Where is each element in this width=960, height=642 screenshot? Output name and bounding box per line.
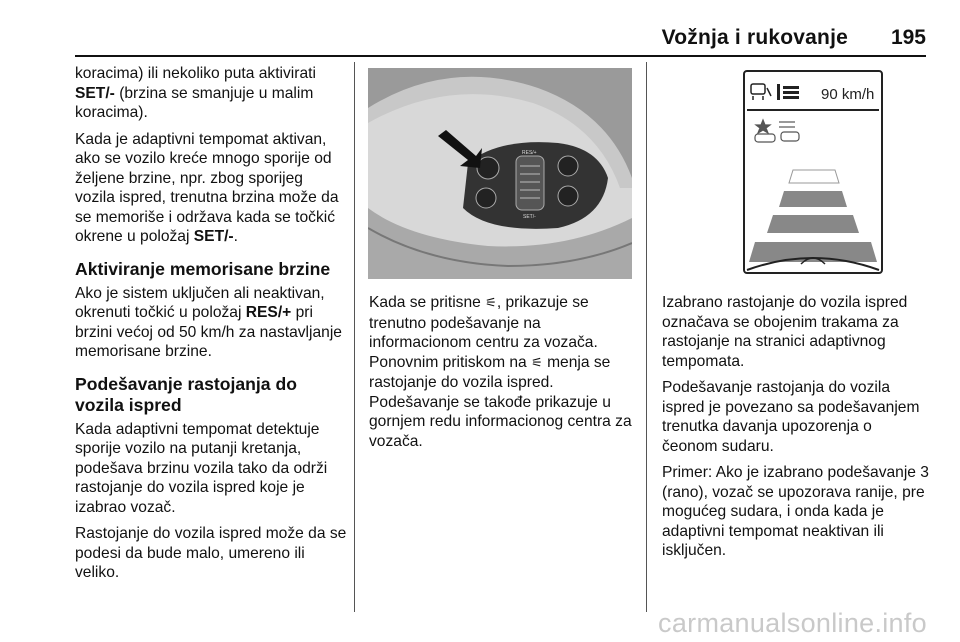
distance-button-icon: ⚟ <box>531 355 543 371</box>
header-rule <box>75 55 926 57</box>
chapter-title: Vožnja i rukovanje <box>661 26 848 49</box>
column-divider-1 <box>354 62 355 612</box>
set-label: SET/- <box>193 228 234 245</box>
watermark: carmanualsonline.info <box>658 608 927 638</box>
steering-wheel-figure <box>368 68 632 279</box>
column-3 <box>662 293 930 568</box>
set-speed-readout: 90 km/h <box>821 86 875 103</box>
paragraph: Kada se pritisne ⚟, prikazuje se trenutno podešavanje na informacionom centru za vozača. Ponovnim pritiskom na ⚟ menja se rastojanje do vozila ispred. Podešavanje se takođe prikazuje u gornjem redu informacionog centra za vozača. <box>369 294 632 450</box>
page-number: 195 <box>890 26 926 49</box>
column-2 <box>369 293 635 458</box>
paragraph: Kada je adaptivni tempomat aktivan, ako se vozilo kreće mnogo sporije od željene brzine, npr. zbog sporijeg vozila ispred, trenutna brzina može da se memoriše i održava kada se točkić okrene u položaj SET/-. <box>75 130 339 245</box>
column-1 <box>75 64 347 590</box>
driver-info-display-figure <box>743 70 883 274</box>
set-label: SET/- <box>523 214 536 220</box>
paragraph: Podešavanje rastojanja do vozila ispred je povezano sa podešavanjem trenutka davanja upozorenja o čeonom sudaru. <box>662 379 920 455</box>
paragraph: koracima) ili nekoliko puta aktivirati SET/- (brzina se smanjuje u malim koracima). <box>75 65 316 121</box>
paragraph: Primer: Ako je izabrano podešavanje 3 (rano), vozač se upozorava ranije, pre mogućeg sudara, i onda kada je adaptivni tempomat neaktivan ili isključen. <box>662 464 929 559</box>
section-heading: Aktiviranje memorisane brzine <box>75 258 331 279</box>
set-label: SET/- <box>75 84 115 102</box>
column-divider-2 <box>646 62 647 612</box>
paragraph: Ako je sistem uključen ali neaktivan, okrenuti točkić u položaj RES/+ pri brzini većoj od 50 km/h za nastavljanje memorisane brzine. <box>75 284 342 360</box>
paragraph: Rastojanje do vozila ispred može da se podesi da bude malo, umereno ili veliko. <box>75 525 347 581</box>
paragraph: Izabrano rastojanje do vozila ispred označava se obojenim trakama za rastojanje na stranici adaptivnog tempomata. <box>662 294 908 370</box>
paragraph: Kada adaptivni tempomat detektuje sporije vozilo na putanji kretanja, podešava brzinu vozila tako da održi rastojanje do vozila ispred koje je izabrao vozač. <box>75 420 328 516</box>
res-label: RES/+ <box>245 304 292 321</box>
distance-button-icon: ⚟ <box>485 296 497 311</box>
section-heading: Podešavanje rastojanja do vozila ispred <box>75 373 297 415</box>
res-label: RES/+ <box>522 150 537 156</box>
